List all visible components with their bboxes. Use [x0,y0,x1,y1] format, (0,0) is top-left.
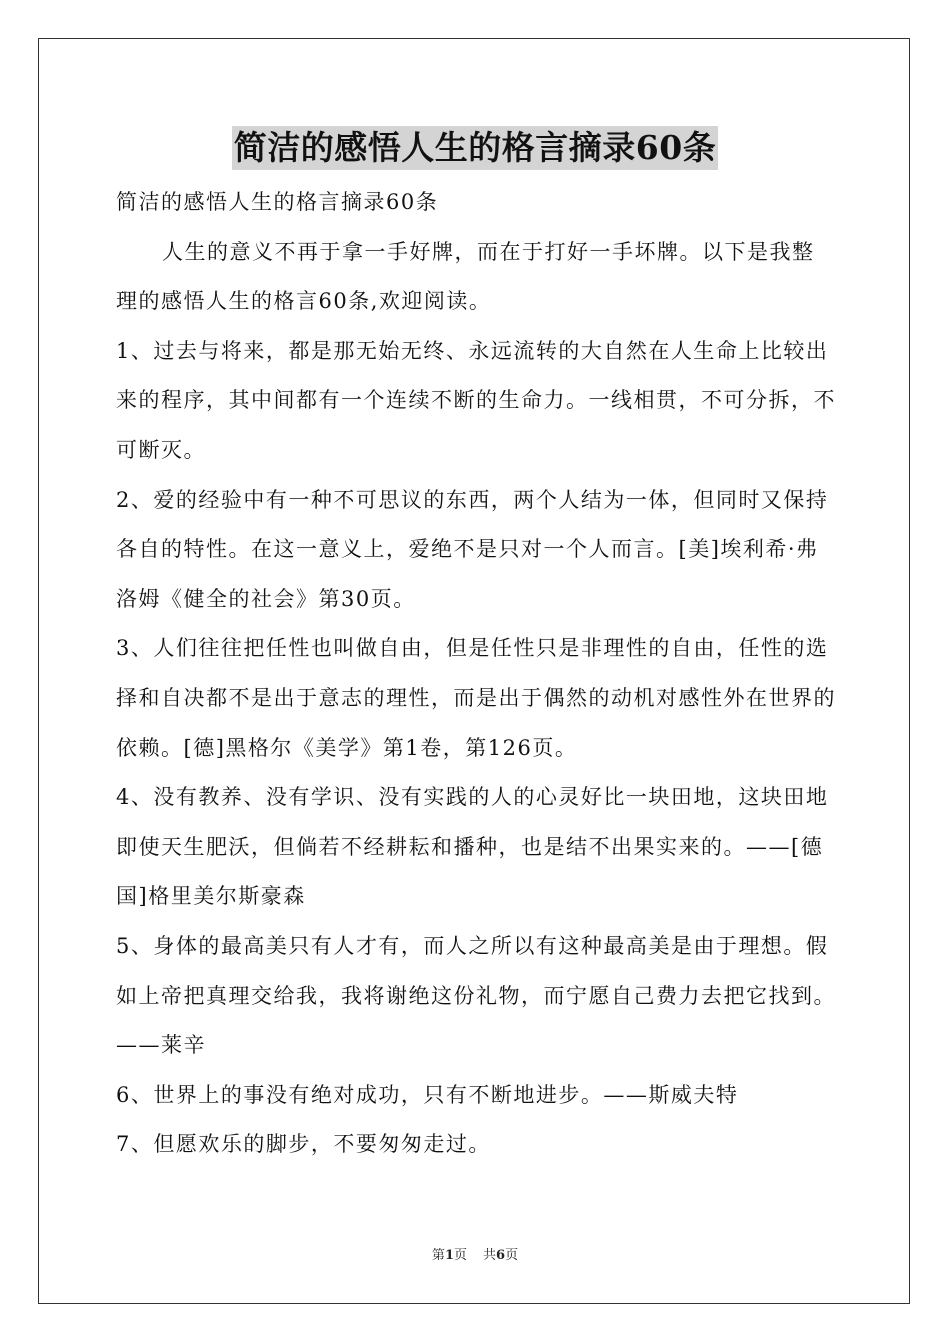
total-suffix: 页 [505,1248,519,1263]
intro-paragraph: 人生的意义不再于拿一手好牌，而在于打好一手坏牌。以下是我整理的感悟人生的格言60条,欢迎阅读。 [116,239,815,314]
quote-item-1: 1、过去与将来，都是那无始无终、永远流转的大自然在人生命上比较出来的程序，其中间都有一个连续不断的生命力。一线相贯，不可分拆，不可断灭。 [116,338,836,462]
quote-item-4: 4、没有教养、没有学识、没有实践的人的心灵好比一块田地，这块田地即使天生肥沃，但倘若不经耕耘和播种，也是结不出果实来的。——[德国]格里美尔斯豪森 [116,785,829,909]
document-subtitle: 简洁的感悟人生的格言摘录60条 [116,190,439,214]
page-footer [0,1247,950,1265]
title-area [0,126,950,170]
document-title: 简洁的感悟人生的格言摘录60条 [232,126,718,170]
quote-item-2: 2、爱的经验中有一种不可思议的东西，两个人结为一体，但同时又保持各自的特性。在这一意义上，爱绝不是只对一个人而言。[美]埃利希·弗洛姆《健全的社会》第30页。 [116,487,829,611]
quote-item-5: 5、身体的最高美只有人才有，而人之所以有这种最高美是由于理想。假如上帝把真理交给我，我将谢绝这份礼物，而宁愿自己费力去把它找到。——莱辛 [116,933,836,1058]
total-page-count: 6 [496,1248,506,1263]
quote-item-3: 3、人们往往把任性也叫做自由，但是任性只是非理性的自由，任性的选择和自决都不是出于意志的理性，而是出于偶然的动机对感性外在世界的依赖。[德]黑格尔《美学》第1卷，第126页。 [116,636,836,760]
current-page-number: 1 [444,1248,454,1263]
page-suffix: 页 [453,1248,467,1263]
page-prefix: 第 [431,1248,445,1263]
total-prefix: 共 [483,1248,497,1263]
document-body [116,178,836,1170]
quote-item-6: 6、世界上的事没有绝对成功，只有不断地进步。——斯威夫特 [116,1082,739,1107]
quote-item-7: 7、但愿欢乐的脚步，不要匆匆走过。 [116,1132,491,1157]
